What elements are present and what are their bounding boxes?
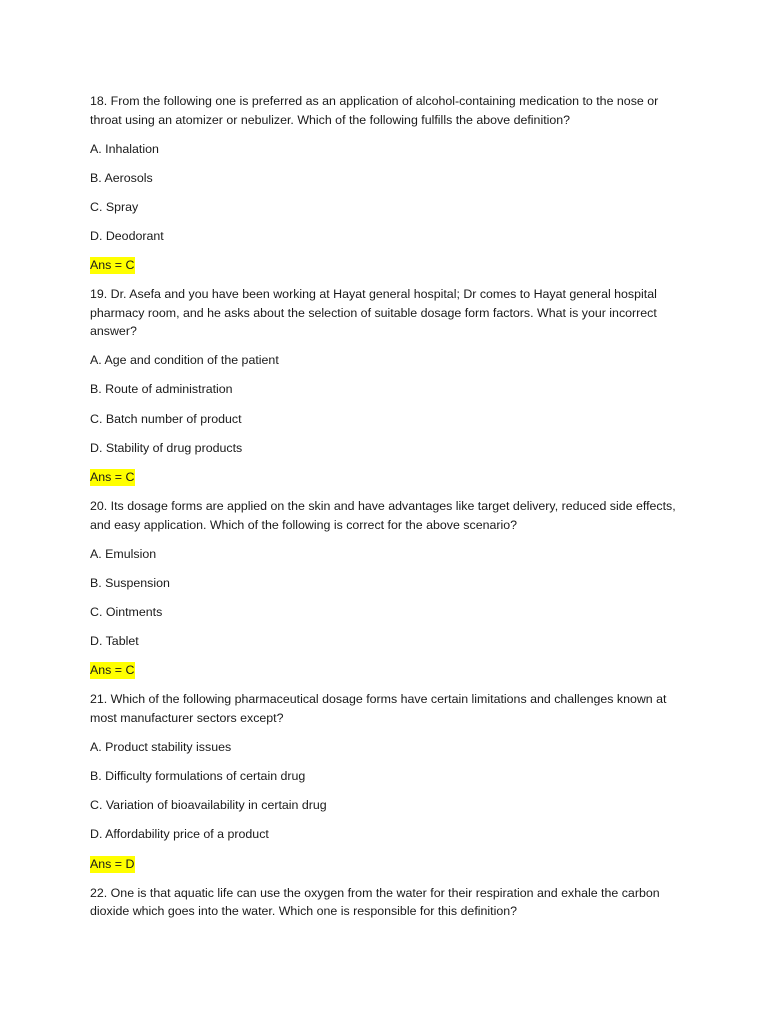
- question-21-option-c: C. Variation of bioavailability in certain drug: [90, 798, 327, 813]
- question-21-option-d: D. Affordability price of a product: [90, 827, 269, 842]
- question-21-answer-highlight: Ans = D: [90, 856, 135, 871]
- question-21-text: 21. Which of the following pharmaceutical dosage forms have certain limitations and challenges known at most manufacturer sectors except?: [90, 692, 667, 725]
- question-18-option-d: D. Deodorant: [90, 229, 164, 244]
- question-20-text: 20. Its dosage forms are applied on the skin and have advantages like target delivery, reduced side effects, and easy application. Which of the following is correct for the above scenario?: [90, 499, 676, 532]
- question-21-answer: [90, 855, 690, 874]
- question-19-text: 19. Dr. Asefa and you have been working at Hayat general hospital; Dr comes to Hayat general hospital pharmacy room, and he asks about the selection of suitable dosage form factors. What is your incorrect answer?: [90, 287, 657, 339]
- question-20-option-a: A. Emulsion: [90, 546, 157, 561]
- question-19-answer-highlight: Ans = C: [90, 470, 135, 484]
- document-body: [90, 92, 690, 931]
- question-18-answer-highlight: Ans = C: [90, 258, 135, 273]
- question-19-option-b: B. Route of administration: [90, 382, 233, 397]
- question-21-option-a: A. Product stability issues: [90, 739, 232, 754]
- question-18-option-a: A. Inhalation: [90, 141, 159, 156]
- question-20-option-d: D. Tablet: [90, 634, 139, 649]
- question-19-answer: [90, 468, 690, 487]
- question-18-text: 18. From the following one is preferred as an application of alcohol-containing medication to the nose or throat using an atomizer or nebulizer. Which of the following fulfills the above definition?: [90, 94, 659, 127]
- question-20-answer: [90, 661, 690, 680]
- question-19-option-d: D. Stability of drug products: [90, 440, 243, 455]
- question-20-option-b: B. Suspension: [90, 575, 170, 590]
- question-18-option-b: B. Aerosols: [90, 170, 153, 185]
- question-22-text: 22. One is that aquatic life can use the oxygen from the water for their respiration and exhale the carbon dioxide which goes into the water. Which one is responsible for this definition?: [90, 885, 660, 918]
- question-20-option-c: C. Ointments: [90, 604, 163, 619]
- question-19-option-a: A. Age and condition of the patient: [90, 353, 279, 368]
- question-21-option-b: B. Difficulty formulations of certain drug: [90, 768, 306, 783]
- question-18-option-c: C. Spray: [90, 199, 139, 214]
- question-20-answer-highlight: Ans = C: [90, 663, 135, 678]
- question-18-answer: [90, 256, 690, 275]
- question-19-option-c: C. Batch number of product: [90, 411, 242, 426]
